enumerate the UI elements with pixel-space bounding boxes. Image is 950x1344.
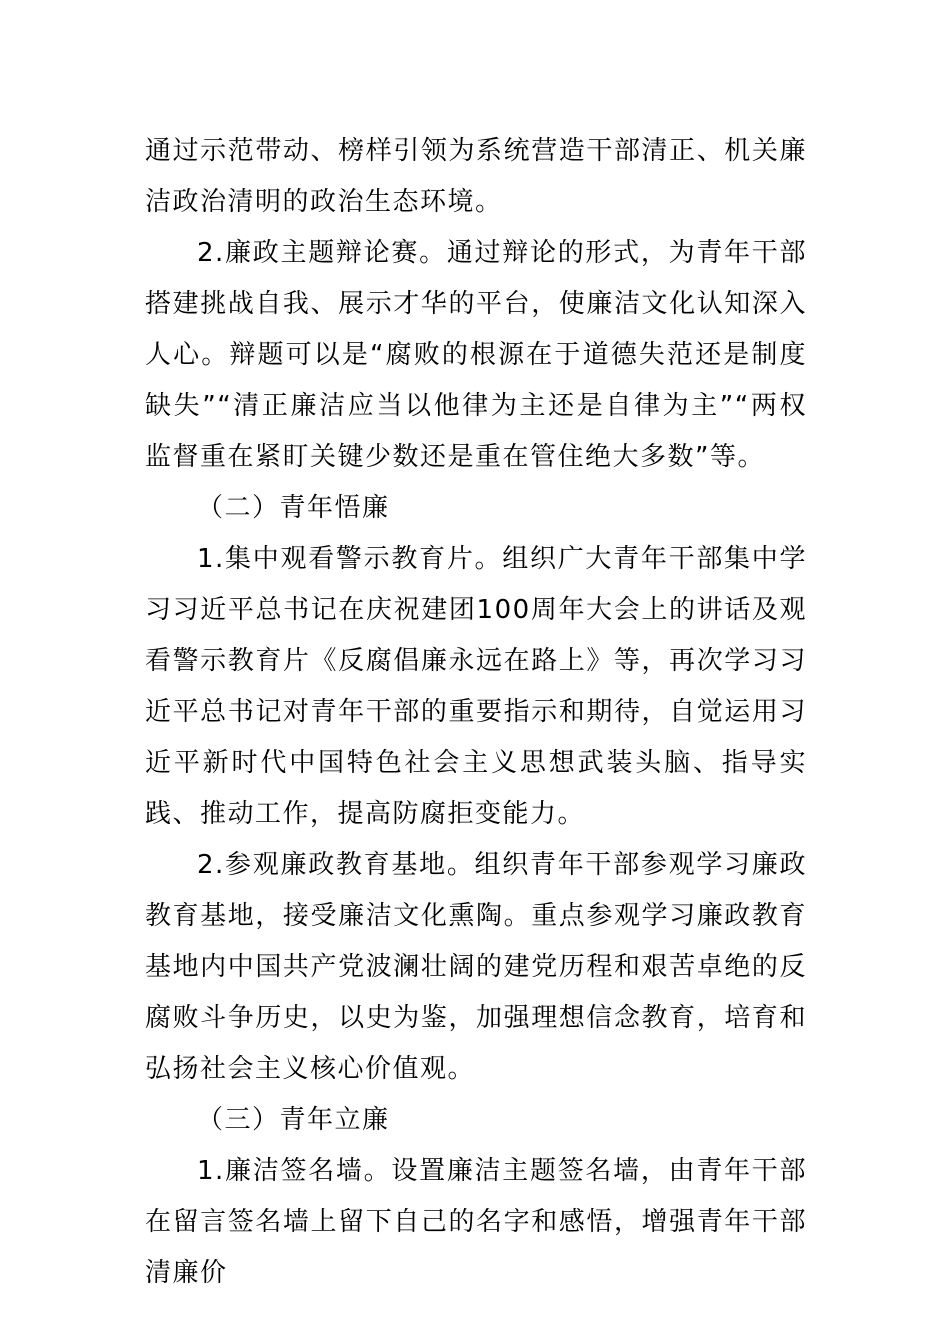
paragraph-continuation: 通过示范带动、榜样引领为系统营造干部清正、机关廉洁政治清明的政治生态环境。 [145, 136, 807, 217]
paragraph-signature-wall: 1.廉洁签名墙。设置廉洁主题签名墙，由青年干部在留言签名墙上留下自己的名字和感悟，增强青年干部清廉价 [145, 1156, 807, 1288]
paragraph-warning-film: 1.集中观看警示教育片。组织广大青年干部集中学习习近平总书记在庆祝建团100周年大会上的讲话及观看警示教育片《反腐倡廉永远在路上》等，再次学习习近平总书记对青年干部的重要指示和期待，自觉运用习近平新时代中国特色社会主义思想武装头脑、指导实践、推动工作，提高防腐拒变能力。 [145, 544, 807, 829]
section-heading-youth-understand: （二）青年悟廉 [197, 493, 390, 523]
document-page [145, 126, 807, 1299]
section-heading-youth-establish: （三）青年立廉 [197, 1105, 390, 1135]
paragraph-education-base: 2.参观廉政教育基地。组织青年干部参观学习廉政教育基地，接受廉洁文化熏陶。重点参观学习廉政教育基地内中国共产党波澜壮阔的建党历程和艰苦卓绝的反腐败斗争历史，以史为鉴，加强理想信念教育，培育和弘扬社会主义核心价值观。 [145, 850, 807, 1084]
paragraph-debate-contest: 2.廉政主题辩论赛。通过辩论的形式，为青年干部搭建挑战自我、展示才华的平台，使廉洁文化认知深入人心。辩题可以是“腐败的根源在于道德失范还是制度缺失”“清正廉洁应当以他律为主还是自律为主”“两权监督重在紧盯关键少数还是重在管住绝大多数”等。 [145, 238, 807, 472]
